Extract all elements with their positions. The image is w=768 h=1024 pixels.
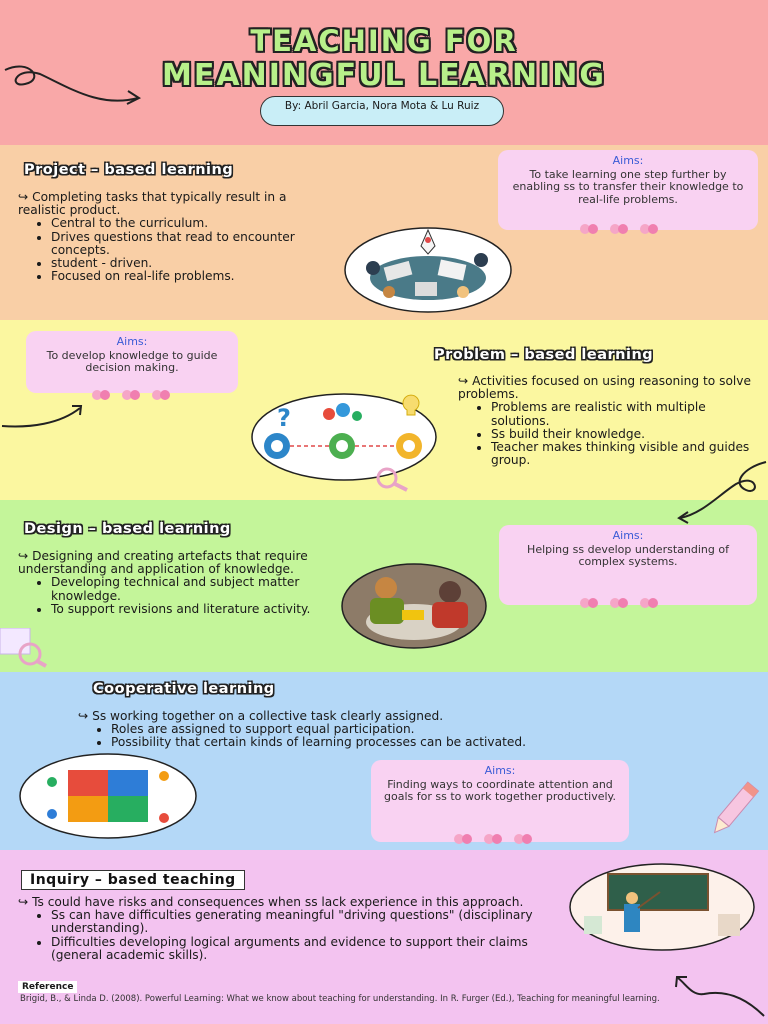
flower-row: [578, 598, 660, 608]
page-title-line2: MEANINGFUL LEARNING: [162, 58, 606, 93]
list-item: • Teacher makes thinking visible and guides group.: [491, 441, 758, 467]
aims-text: Finding ways to coordinate attention and goals for ss to work together productively.: [384, 777, 616, 803]
flower-icon: [90, 390, 112, 400]
project-title: Project – based learning: [24, 162, 234, 178]
puzzle-icon: [18, 752, 198, 840]
list-item: • Ss build their knowledge.: [491, 428, 758, 441]
flower-icon: [578, 598, 600, 608]
arrow-swirl-icon: [672, 458, 768, 524]
flower-icon: [482, 834, 504, 844]
flower-icon: [512, 834, 534, 844]
flower-icon: [120, 390, 142, 400]
project-aims-box: [498, 150, 758, 230]
gear-icon: [352, 411, 362, 421]
flower-row: [578, 224, 660, 234]
problem-body: [458, 375, 758, 467]
aims-text: Helping ss develop understanding of complex systems.: [527, 542, 729, 568]
pencil-icon: [704, 778, 764, 844]
list-item: • To support revisions and literature activity.: [51, 603, 333, 616]
flower-icon: [638, 598, 660, 608]
cooperative-body: [78, 710, 748, 750]
arrow-swirl-icon: [664, 966, 768, 1020]
list-item: • student - driven.: [51, 257, 338, 270]
flower-row: [452, 834, 534, 844]
teacher-icon: [568, 862, 756, 952]
flower-icon: [452, 834, 474, 844]
list-item: • Ss can have difficulties generating meaningful "driving questions" (disciplinary understanding).: [51, 909, 563, 935]
list-item: • Focused on real-life problems.: [51, 270, 338, 283]
rocket-icon: [343, 226, 513, 314]
aims-heading: Aims:: [116, 335, 148, 348]
flower-icon: [578, 224, 600, 234]
gear-icon: [323, 408, 335, 420]
inquiry-body: [18, 896, 563, 962]
problem-illustration: [247, 392, 447, 492]
list-item: • Drives questions that read to encounter concepts.: [51, 231, 338, 257]
flower-row: [90, 390, 172, 400]
list-item: • Developing technical and subject matter knowledge.: [51, 576, 333, 602]
design-lead: ↪ Designing and creating artefacts that require understanding and application of knowledge.: [18, 549, 308, 577]
gear-icon: [336, 403, 350, 417]
project-lead: ↪ Completing tasks that typically result in a realistic product.: [18, 190, 287, 218]
question-pin-icon: ?: [277, 404, 291, 432]
aims-heading: Aims:: [484, 764, 516, 777]
reference-text: Brigid, B., & Linda D. (2008). Powerful Learning: What we know about teaching for understanding. In R. Furger (Ed.), Teaching for meaningful learning.: [20, 994, 660, 1004]
problem-title: Problem – based learning: [434, 347, 654, 363]
reference-label: Reference: [18, 981, 77, 993]
cooperative-title: Cooperative learning: [93, 681, 275, 697]
flower-icon: [638, 224, 660, 234]
design-body: [18, 550, 333, 616]
problem-lead: ↪ Activities focused on using reasoning to solve problems.: [458, 374, 752, 402]
design-title: Design – based learning: [24, 521, 231, 537]
authors-badge: By: Abril Garcia, Nora Mota & Lu Ruiz: [260, 96, 504, 126]
flower-icon: [608, 224, 630, 234]
flower-icon: [150, 390, 172, 400]
project-body: [18, 191, 338, 283]
aims-text: To take learning one step further by enabling ss to transfer their knowledge to real-life problems.: [512, 167, 744, 206]
page-title-line1: TEACHING FOR: [250, 24, 518, 58]
arrow-swirl-icon: [0, 398, 90, 432]
inquiry-title: Inquiry – based teaching: [21, 870, 245, 890]
list-item: • Central to the curriculum.: [51, 217, 338, 230]
aims-text: To develop knowledge to guide decision making.: [46, 348, 218, 374]
cooperative-lead: ↪ Ss working together on a collective task clearly assigned.: [78, 709, 444, 723]
problem-aims-box: [26, 331, 238, 393]
list-item: • Problems are realistic with multiple solutions.: [491, 401, 758, 427]
arrow-swirl-icon: [0, 58, 150, 118]
design-aims-box: [499, 525, 757, 605]
magnifier-icon: [0, 628, 50, 668]
list-item: • Possibility that certain kinds of learning processes can be activated.: [111, 736, 748, 749]
design-photo: [340, 562, 488, 650]
list-item: • Difficulties developing logical arguments and evidence to support their claims (general academic skills).: [51, 936, 563, 962]
inquiry-lead: ↪ Ts could have risks and consequences when ss lack experience in this approach.: [18, 895, 524, 909]
aims-heading: Aims:: [612, 154, 644, 167]
flower-icon: [608, 598, 630, 608]
aims-heading: Aims:: [612, 529, 644, 542]
list-item: • Roles are assigned to support equal participation.: [111, 723, 748, 736]
cooperative-aims-box: [371, 760, 629, 842]
